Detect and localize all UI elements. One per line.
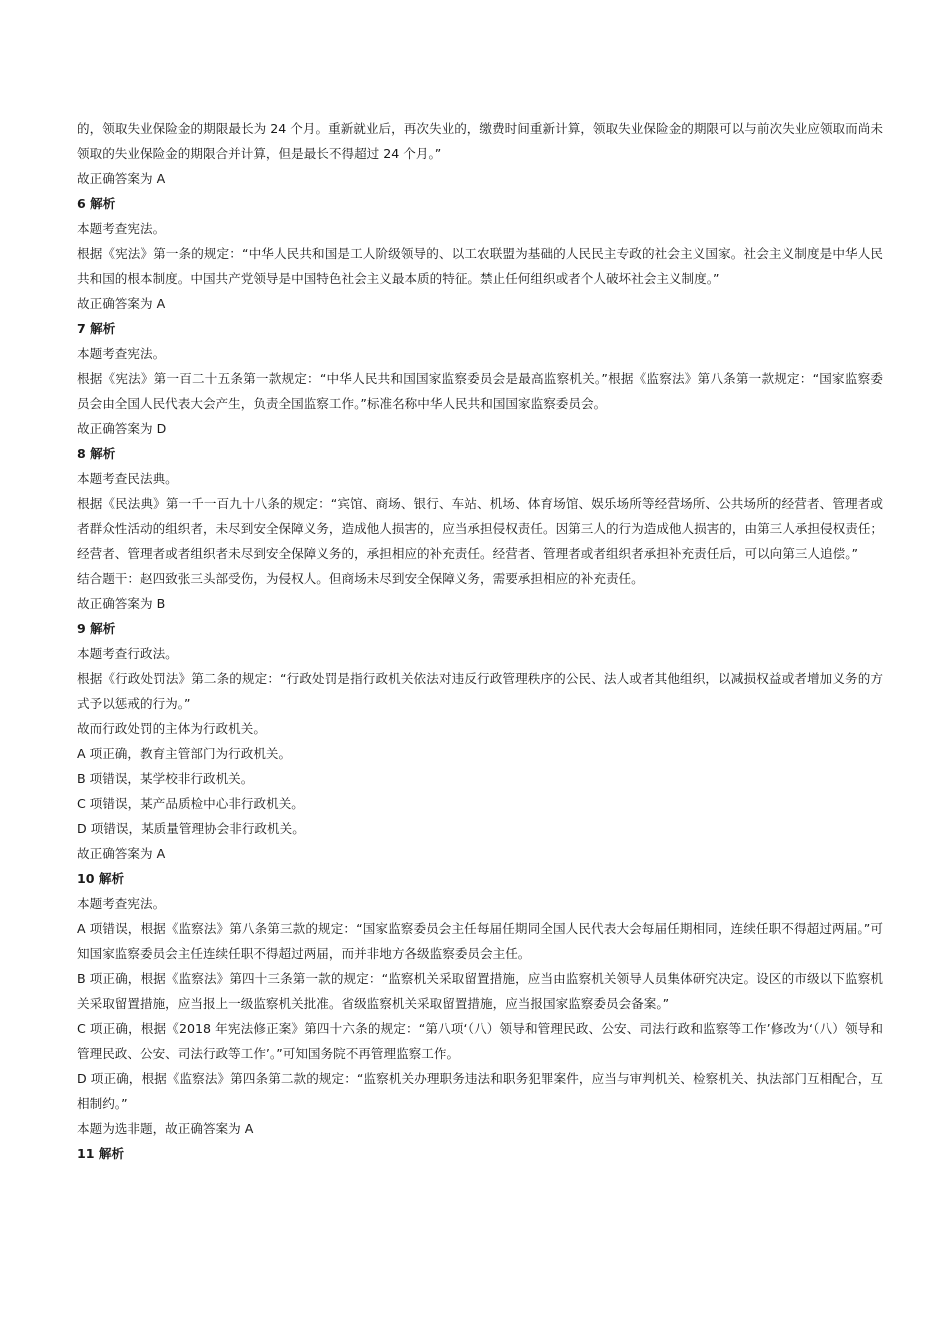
topic-line: 本题考查民法典。: [77, 471, 178, 486]
paragraph: A 项错误，根据《监察法》第八条第三款的规定：“国家监察委员会主任每届任期同全国人民代表大会每届任期相同，连续任职不得超过两届。”可知国家监察委员会主任连续任职不得超过两届，而并非地方各级监察委员会主任。: [77, 921, 883, 961]
answer-line: 故正确答案为 B: [77, 596, 166, 611]
section-heading-8: 8 解析: [77, 446, 116, 461]
section-heading-9: 9 解析: [77, 621, 116, 636]
paragraph: 根据《宪法》第一条的规定：“中华人民共和国是工人阶级领导的、以工农联盟为基础的人民民主专政的社会主义国家。社会主义制度是中华人民共和国的根本制度。中国共产党领导是中国特色社会主义最本质的特征。禁止任何组织或者个人破坏社会主义制度。”: [77, 246, 883, 286]
answer-line: 本题为选非题，故正确答案为 A: [77, 1121, 254, 1136]
topic-line: 本题考查宪法。: [77, 896, 166, 911]
section-heading-7: 7 解析: [77, 321, 116, 336]
paragraph: 的，领取失业保险金的期限最长为 24 个月。重新就业后，再次失业的，缴费时间重新计算，领取失业保险金的期限可以与前次失业应领取而尚未领取的失业保险金的期限合并计算，但是最长不得超过 24 个月。”: [77, 121, 883, 161]
section-heading-11: 11 解析: [77, 1146, 125, 1161]
answer-line: 故正确答案为 A: [77, 846, 166, 861]
text-line: 故而行政处罚的主体为行政机关。: [77, 721, 266, 736]
topic-line: 本题考查宪法。: [77, 346, 166, 361]
paragraph: 根据《民法典》第一千一百九十八条的规定：“宾馆、商场、银行、车站、机场、体育场馆、娱乐场所等经营场所、公共场所的经营者、管理者或者群众性活动的组织者，未尽到安全保障义务，造成他人损害的，应当承担侵权责任。因第三人的行为造成他人损害的，由第三人承担侵权责任；经营者、管理者或者组织者未尽到安全保障义务的，承担相应的补充责任。经营者、管理者或者组织者承担补充责任后，可以向第三人追偿。”: [77, 496, 883, 561]
paragraph: C 项正确，根据《2018 年宪法修正案》第四十六条的规定：“第八项‘（八）领导和管理民政、公安、司法行政和监察等工作’修改为‘（八）领导和管理民政、公安、司法行政等工作’。”可知国务院不再管理监察工作。: [77, 1021, 883, 1061]
option-line: B 项错误，某学校非行政机关。: [77, 771, 254, 786]
paragraph: B 项正确，根据《监察法》第四十三条第一款的规定：“监察机关采取留置措施，应当由监察机关领导人员集体研究决定。设区的市级以下监察机关采取留置措施，应当报上一级监察机关批准。省级监察机关采取留置措施，应当报国家监察委员会备案。”: [77, 971, 883, 1011]
option-line: C 项错误，某产品质检中心非行政机关。: [77, 796, 304, 811]
section-heading-6: 6 解析: [77, 196, 116, 211]
paragraph: 根据《宪法》第一百二十五条第一款规定：“中华人民共和国国家监察委员会是最高监察机关。”根据《监察法》第八条第一款规定：“国家监察委员会由全国人民代表大会产生，负责全国监察工作。”标准名称中华人民共和国国家监察委员会。: [77, 371, 883, 411]
answer-line: 故正确答案为 D: [77, 421, 167, 436]
answer-line: 故正确答案为 A: [77, 171, 166, 186]
section-heading-10: 10 解析: [77, 871, 125, 886]
paragraph: D 项正确，根据《监察法》第四条第二款的规定：“监察机关办理职务违法和职务犯罪案件，应当与审判机关、检察机关、执法部门互相配合，互相制约。”: [77, 1071, 883, 1111]
answer-explanation-document: [77, 116, 883, 1166]
option-line: D 项错误，某质量管理协会非行政机关。: [77, 821, 305, 836]
paragraph: 根据《行政处罚法》第二条的规定：“行政处罚是指行政机关依法对违反行政管理秩序的公民、法人或者其他组织，以减损权益或者增加义务的方式予以惩戒的行为。”: [77, 671, 883, 711]
answer-line: 故正确答案为 A: [77, 296, 166, 311]
option-line: A 项正确，教育主管部门为行政机关。: [77, 746, 292, 761]
text-line: 结合题干：赵四致张三头部受伤，为侵权人。但商场未尽到安全保障义务，需要承担相应的补充责任。: [77, 571, 644, 586]
topic-line: 本题考查宪法。: [77, 221, 166, 236]
topic-line: 本题考查行政法。: [77, 646, 178, 661]
